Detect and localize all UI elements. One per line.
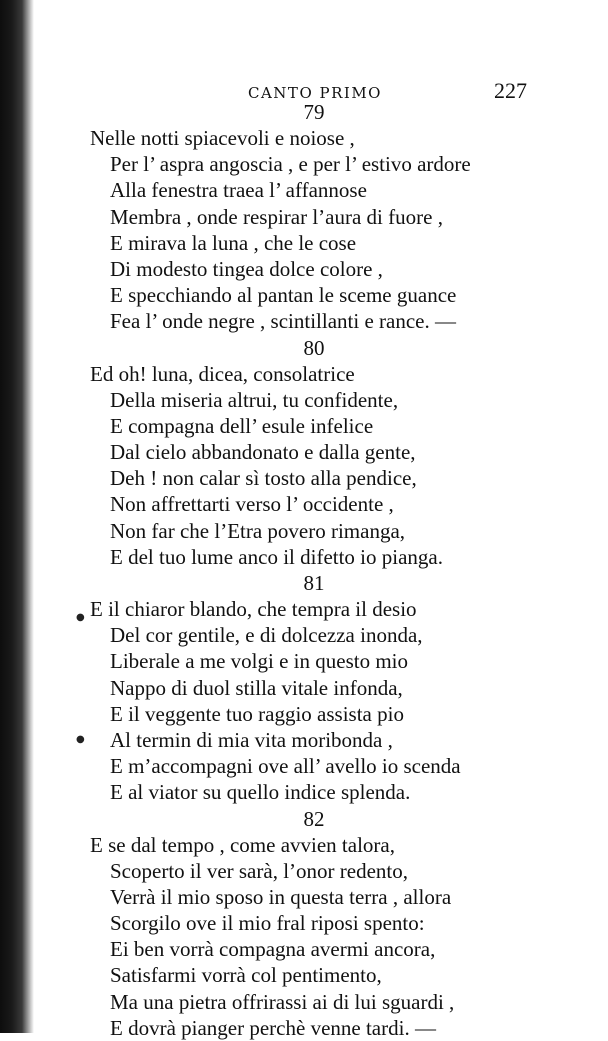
verse-line: E dovrà pianger perchè venne tardi. — — [0, 1015, 608, 1041]
ink-speck-icon: ● — [76, 734, 85, 745]
stanza-number: 80 — [0, 335, 608, 361]
verse-line: Non affrettarti verso l’ occidente , — [0, 491, 608, 517]
stanza-number: 81 — [0, 570, 608, 596]
ink-speck-icon: ● — [76, 612, 85, 623]
verse-line: Dal cielo abbandonato e dalla gente, — [0, 439, 608, 465]
stanza — [0, 806, 608, 1041]
stanza-number: 82 — [0, 806, 608, 832]
verse-line: E specchiando al pantan le sceme guance — [0, 282, 608, 308]
verse-line: Scoperto il ver sarà, l’onor redento, — [0, 858, 608, 884]
verse-line: Deh ! non calar sì tosto alla pendice, — [0, 465, 608, 491]
verse-line: Fea l’ onde negre , scintillanti e rance. — — [0, 308, 608, 334]
verse-line: E del tuo lume anco il difetto io pianga. — [0, 544, 608, 570]
verse-line: Alla fenestra traea l’ affannose — [0, 177, 608, 203]
verse-line: E al viator su quello indice splenda. — [0, 779, 608, 805]
verse-line: Liberale a me volgi e in questo mio — [0, 648, 608, 674]
verse-line: Della miseria altrui, tu confidente, — [0, 387, 608, 413]
verse-line: Membra , onde respirar l’aura di fuore , — [0, 204, 608, 230]
verse-line: Di modesto tingea dolce colore , — [0, 256, 608, 282]
verse-line: E il veggente tuo raggio assista pio — [0, 701, 608, 727]
verse-line: E il chiaror blando, che tempra il desio — [0, 596, 608, 622]
poem-text — [0, 99, 608, 1041]
stanza-number: 79 — [0, 99, 608, 125]
page-number: 227 — [494, 78, 527, 104]
verse-line: Nappo di duol stilla vitale infonda, — [0, 675, 608, 701]
verse-line: Nelle notti spiacevoli e noiose , — [0, 125, 608, 151]
verse-line: E se dal tempo , come avvien talora, — [0, 832, 608, 858]
verse-line: Ma una pietra offrirassi ai di lui sguardi , — [0, 989, 608, 1015]
verse-line: E m’accompagni ove all’ avello io scenda — [0, 753, 608, 779]
verse-line: Al termin di mia vita moribonda , — [0, 727, 608, 753]
verse-line: Del cor gentile, e di dolcezza inonda, — [0, 622, 608, 648]
verse-line: Non far che l’Etra povero rimanga, — [0, 518, 608, 544]
verse-line: Satisfarmi vorrà col pentimento, — [0, 962, 608, 988]
running-title: CANTO PRIMO — [248, 84, 382, 102]
stanza — [0, 99, 608, 335]
verse-line: Ei ben vorrà compagna avermi ancora, — [0, 936, 608, 962]
verse-line: Per l’ aspra angoscia , e per l’ estivo ardore — [0, 151, 608, 177]
verse-line: Ed oh! luna, dicea, consolatrice — [0, 361, 608, 387]
verse-line: Scorgilo ove il mio fral riposi spento: — [0, 910, 608, 936]
stanza — [0, 335, 608, 571]
verse-line: Verrà il mio sposo in questa terra , allora — [0, 884, 608, 910]
stanza — [0, 570, 608, 806]
verse-line: E compagna dell’ esule infelice — [0, 413, 608, 439]
verse-line: E mirava la luna , che le cose — [0, 230, 608, 256]
